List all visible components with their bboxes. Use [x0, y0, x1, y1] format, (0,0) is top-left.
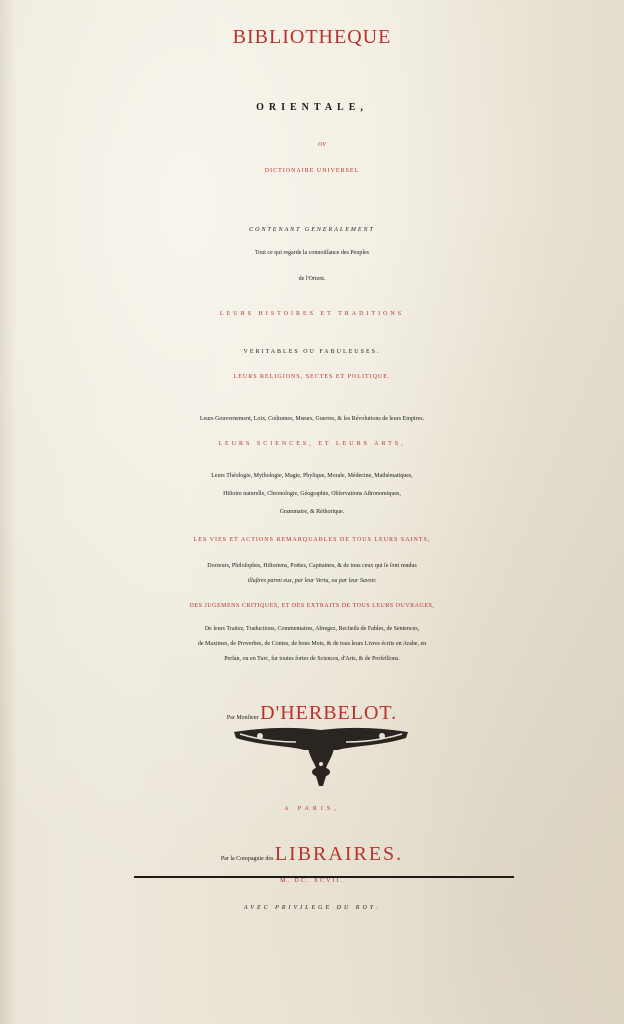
- gouvernement-line: Leurs Gouvernement, Loix, Coûtumes, Mœurs, Guerres, & les Révolutions de leurs Empires.: [199, 416, 425, 422]
- docteurs-line-2: illuſtres parmi eux, par leur Vertu, ou par leur Savoir.: [247, 578, 377, 584]
- traitez-line-2: de Maximes, de Proverbes, de Contes, de bons Mots, & de tous leurs Livres écrits en Arabe, en: [197, 641, 427, 647]
- publisher-prefix: Par la Compagnie des: [220, 856, 274, 862]
- religions-heading: LEURS RELIGIONS, SECTES ET POLITIQUE.: [233, 374, 391, 380]
- veritables-line: VERITABLES OU FABULEUSES.: [243, 349, 381, 355]
- printers-ornament-icon: [230, 724, 412, 790]
- sciences-heading: LEURS SCIENCES, ET LEURS ARTS,: [218, 441, 406, 447]
- docteurs-line-1: Docteurs, Philoſophes, Hiſtoriens, Poëtes, Capitaines, & de tous ceux qui ſe ſont rendus: [207, 563, 417, 569]
- contenant-line: CONTENANT GENERALEMENT: [249, 227, 375, 233]
- author-name: D'HERBELOT.: [260, 702, 398, 724]
- theologie-line-2: Hiſtoire naturelle, Chronologie, Géographie, Obſervations Aſtronomiques,: [223, 491, 401, 497]
- theologie-line-3: Grammaire, & Réthorique.: [279, 509, 345, 515]
- jugemens-heading: DES JUGEMENS CRITIQUES, ET DES EXTRAITS DE TOUS LEURS OUVRAGES,: [189, 603, 435, 609]
- vies-heading: LES VIES ET ACTIONS REMARQUABLES DE TOUS LEURS SAINTS,: [193, 537, 431, 543]
- tout-line-1: Tout ce qui regarde la connoiſſance des Peuples: [254, 250, 370, 256]
- imprint-date: M. DC. XCVII.: [280, 878, 344, 884]
- title-line-orientale: ORIENTALE,: [256, 102, 368, 113]
- traitez-line-1: De leurs Traitez, Traductions, Commentaires, Abregez, Recüeils de Fables, de Sentences,: [204, 626, 420, 632]
- par-monsieur-label: Par Monſieur: [226, 715, 259, 721]
- city-line: A PARIS,: [284, 806, 340, 812]
- author-line: [0, 702, 624, 725]
- title-line-dictionaire: DICTIONAIRE UNIVERSEL: [264, 168, 360, 174]
- publisher-line: [0, 843, 624, 866]
- privilege-line: AVEC PRIVILEGE DU ROY.: [243, 905, 381, 911]
- theologie-line-1: Leurs Théologie, Mythologie, Magie, Phyſique, Morale, Médecine, Mathématiques,: [211, 473, 413, 479]
- traitez-line-3: Perſan, ou en Turc, ſur toutes ſortes de Sciences, d'Arts, & de Profeſſions.: [224, 656, 400, 662]
- publisher-libraires: LIBRAIRES.: [274, 843, 404, 865]
- title-connector-ou: OV: [318, 142, 326, 148]
- tout-line-2: de l'Orient.: [298, 276, 326, 282]
- histoires-heading: LEURS HISTOIRES ET TRADITIONS: [219, 311, 405, 317]
- title-line-bibliotheque: BIBLIOTHEQUE: [232, 26, 392, 48]
